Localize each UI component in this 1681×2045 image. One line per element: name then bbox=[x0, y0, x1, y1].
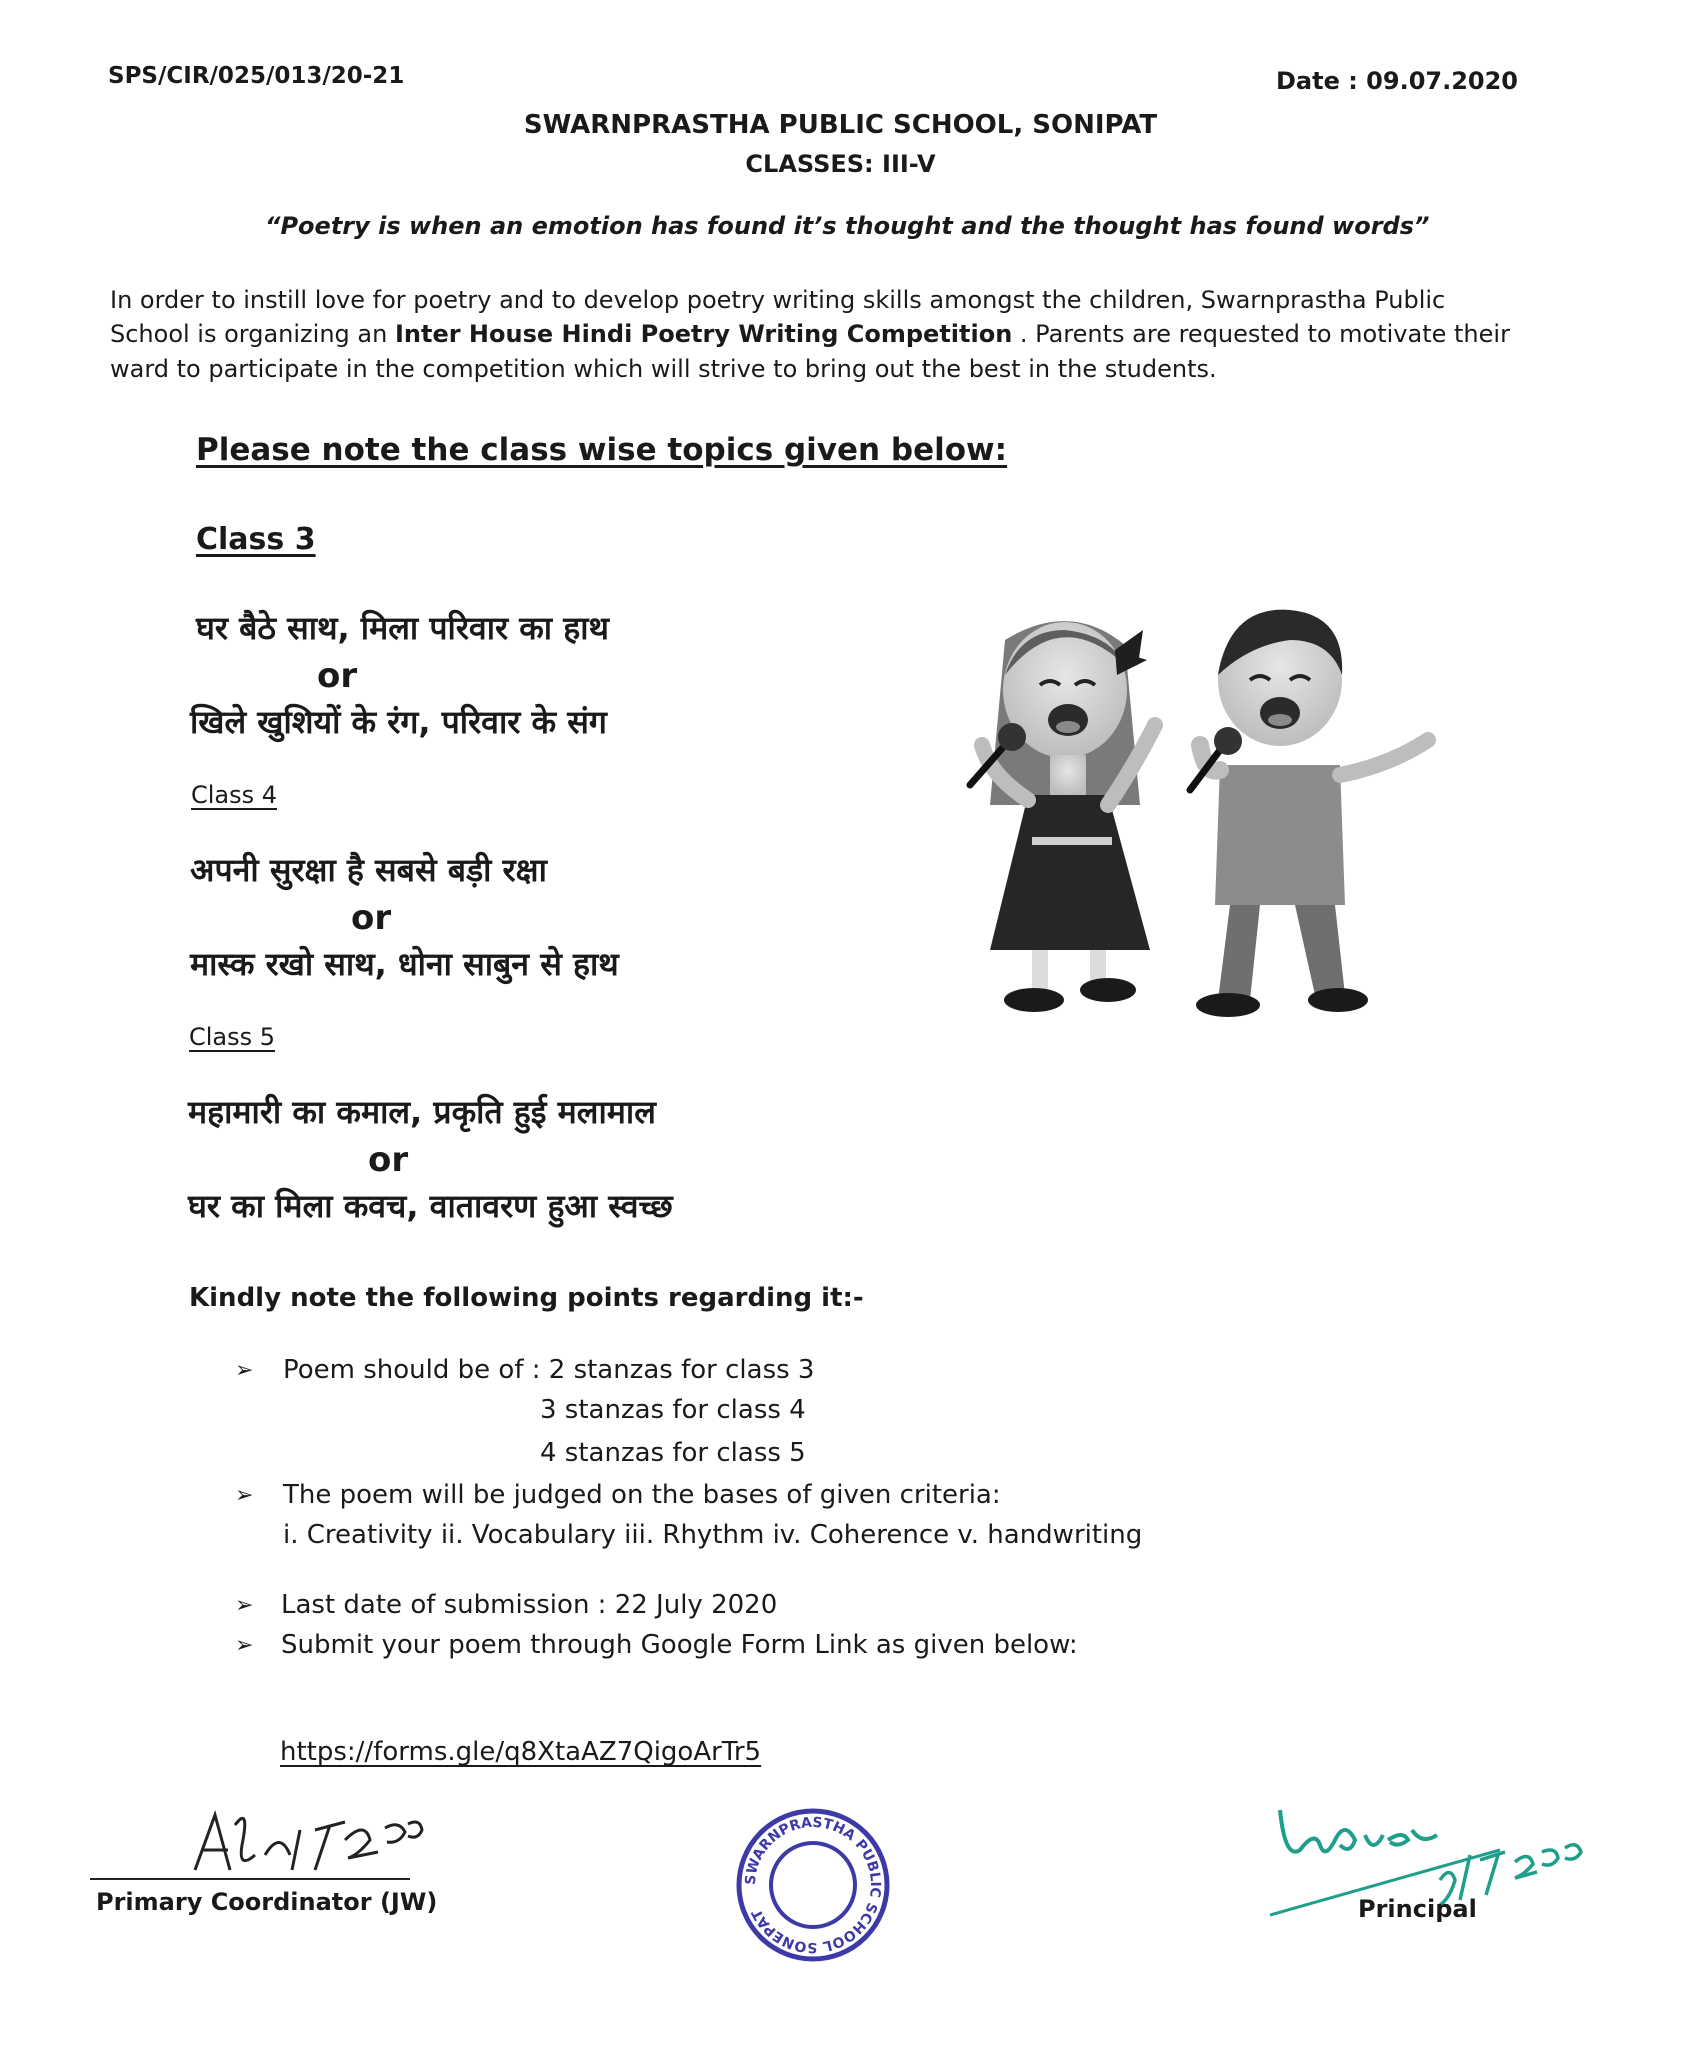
girl-figure bbox=[970, 621, 1155, 1012]
singing-children-illustration bbox=[950, 605, 1470, 1025]
point-submit: Submit your poem through Google Form Link as given below: bbox=[281, 1630, 1078, 1660]
stamp-text: SWARNPRASTHA PUBLIC SCHOOL SONEPAT bbox=[742, 1814, 884, 1956]
class-4-topic-1: अपनी सुरक्षा है सबसे बड़ी रक्षा bbox=[190, 851, 547, 889]
intro-line-3: ward to participate in the competition which will strive to bring out the best in the students. bbox=[110, 355, 1217, 383]
points-heading: Kindly note the following points regarding it:- bbox=[189, 1283, 864, 1313]
class-3-topic-2: खिले खुशियों के रंग, परिवार के संग bbox=[190, 703, 607, 741]
point-judging-criteria: The poem will be judged on the bases of given criteria: bbox=[283, 1480, 1001, 1510]
class-3-or: or bbox=[317, 656, 358, 696]
circular-reference: SPS/CIR/025/013/20-21 bbox=[108, 63, 405, 89]
point-stanzas-class-5: 4 stanzas for class 5 bbox=[540, 1438, 806, 1468]
bullet-arrow-icon: ➢ bbox=[235, 1593, 254, 1618]
circular-date: Date : 09.07.2020 bbox=[1276, 67, 1519, 95]
principal-label: Principal bbox=[1358, 1895, 1477, 1923]
intro-line-2-end: . Parents are requested to motivate their bbox=[1012, 320, 1510, 348]
bullet-arrow-icon: ➢ bbox=[235, 1358, 254, 1383]
class-4-or: or bbox=[351, 898, 392, 938]
class-3-label: Class 3 bbox=[196, 522, 316, 557]
coordinator-signature-line bbox=[90, 1878, 410, 1880]
school-stamp bbox=[733, 1805, 893, 1965]
competition-name: Inter House Hindi Poetry Writing Competition bbox=[394, 320, 1013, 348]
point-criteria-list: i. Creativity ii. Vocabulary iii. Rhythm iv. Coherence v. handwriting bbox=[283, 1520, 1143, 1550]
intro-line-2-start: School is organizing an bbox=[110, 320, 395, 348]
coordinator-signature bbox=[180, 1800, 430, 1880]
class-5-or: or bbox=[368, 1140, 409, 1180]
point-stanzas-class-4: 3 stanzas for class 4 bbox=[540, 1395, 806, 1425]
class-5-topic-2: घर का मिला कवच, वातावरण हुआ स्वच्छ bbox=[188, 1187, 673, 1225]
google-form-link[interactable]: https://forms.gle/q8XtaAZ7QigoArTr5 bbox=[280, 1737, 762, 1767]
class-4-topic-2: मास्क रखो साथ, धोना साबुन से हाथ bbox=[190, 945, 619, 983]
classes-heading: CLASSES: III-V bbox=[745, 150, 936, 178]
coordinator-label: Primary Coordinator (JW) bbox=[96, 1888, 438, 1916]
intro-line-2 bbox=[110, 320, 1510, 348]
bullet-arrow-icon: ➢ bbox=[235, 1483, 254, 1508]
topics-heading: Please note the class wise topics given below: bbox=[196, 432, 1008, 468]
point-last-date: Last date of submission : 22 July 2020 bbox=[281, 1590, 778, 1620]
svg-text:SWARNPRASTHA PUBLIC SCHOOL SON bbox=[743, 1815, 883, 1955]
class-5-label: Class 5 bbox=[189, 1023, 276, 1051]
point-stanzas-class-3: Poem should be of : 2 stanzas for class 3 bbox=[283, 1355, 815, 1385]
boy-figure bbox=[1190, 610, 1428, 1017]
class-3-topic-1: घर बैठे साथ, मिला परिवार का हाथ bbox=[196, 609, 609, 647]
class-5-topic-1: महामारी का कमाल, प्रकृति हुई मलामाल bbox=[188, 1093, 656, 1131]
bullet-arrow-icon: ➢ bbox=[235, 1633, 254, 1658]
school-name: SWARNPRASTHA PUBLIC SCHOOL, SONIPAT bbox=[523, 110, 1158, 140]
class-4-label: Class 4 bbox=[191, 781, 278, 809]
poetry-quote: “Poetry is when an emotion has found it’s thought and the thought has found words” bbox=[265, 212, 1430, 240]
intro-line-1: In order to instill love for poetry and to develop poetry writing skills amongst the children, Swarnprastha Public bbox=[110, 286, 1446, 314]
